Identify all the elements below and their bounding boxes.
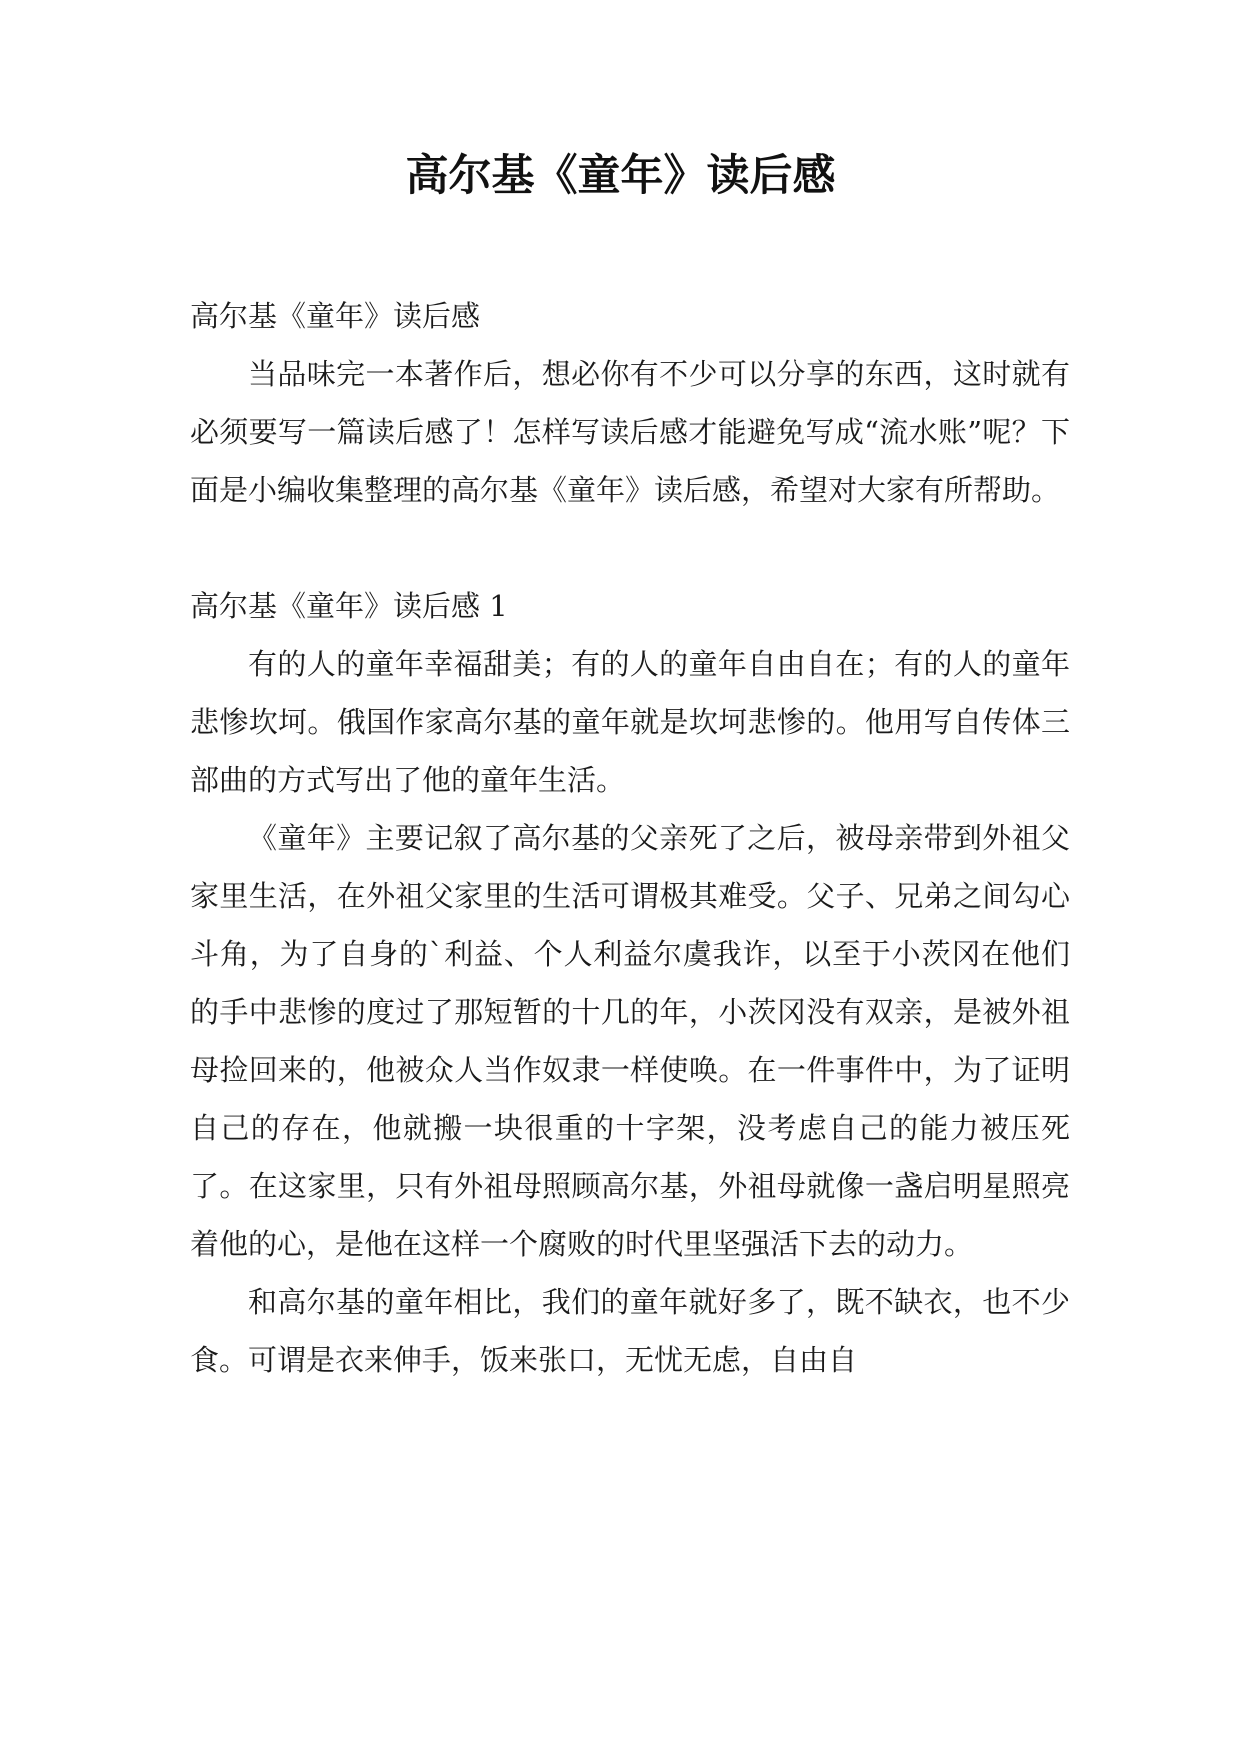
section1-paragraph-2: 《童年》主要记叙了高尔基的父亲死了之后，被母亲带到外祖父家里生活，在外祖父家里的生活可谓极其难受。父子、兄弟之间勾心斗角，为了自身的`利益、个人利益尔虞我诈，以至于小茨冈在他们的手中悲惨的度过了那短暂的十几的年，小茨冈没有双亲，是被外祖母捡回来的，他被众人当作奴隶一样使唤。在一件事件中，为了证明自己的存在，他就搬一块很重的十字架，没考虑自己的能力被压死了。在这家里，只有外祖母照顾高尔基，外祖母就像一盏启明星照亮着他的心，是他在这样一个腐败的时代里坚强活下去的动力。	[190, 821, 1070, 1261]
document-title: 高尔基《童年》读后感	[405, 151, 836, 201]
section-spacer	[190, 519, 1070, 577]
intro-paragraph: 当品味完一本著作后，想必你有不少可以分享的东西，这时就有必须要写一篇读后感了！怎样写读后感才能避免写成“流水账”呢？下面是小编收集整理的高尔基《童年》读后感，希望对大家有所帮助。	[190, 357, 1070, 507]
document-body	[190, 287, 1070, 1389]
section1-heading: 高尔基《童年》读后感 1	[190, 589, 508, 623]
section1-paragraph-3: 和高尔基的童年相比，我们的童年就好多了，既不缺衣，也不少食。可谓是衣来伸手，饭来张口，无忧无虑，自由自	[190, 1285, 1070, 1377]
section1-paragraph-1: 有的人的童年幸福甜美；有的人的童年自由自在；有的人的童年悲惨坎坷。俄国作家高尔基的童年就是坎坷悲惨的。他用写自传体三部曲的方式写出了他的童年生活。	[190, 647, 1070, 797]
intro-heading: 高尔基《童年》读后感	[190, 299, 481, 333]
